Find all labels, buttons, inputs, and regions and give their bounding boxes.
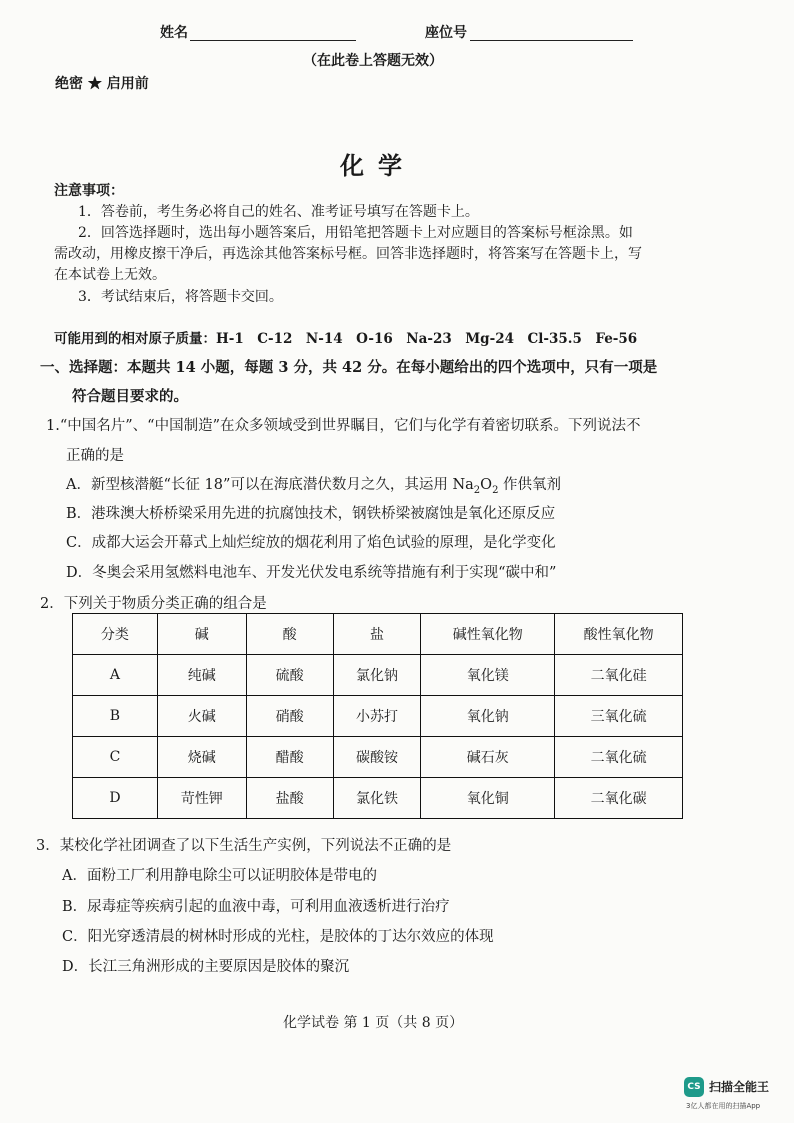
table-cell: C [73, 737, 158, 778]
table-cell: B [73, 696, 158, 737]
table-header-row [73, 614, 683, 655]
notice-item-3: 3．考试结束后，将答题卡交回。 [78, 289, 283, 305]
table-cell: 氧化铜 [421, 778, 555, 819]
seat-label: 座位号 [425, 25, 467, 41]
q1-option-a-prefix: A．新型核潜艇“长征 18”可以在海底潜伏数月之久，其运用 Na [66, 477, 474, 493]
q1-option-a-mid: O [480, 477, 493, 493]
table-header-cell: 碱性氧化物 [421, 614, 555, 655]
table-header-cell: 分类 [73, 614, 158, 655]
invalid-note: （在此卷上答题无效） [303, 53, 443, 69]
name-blank [190, 22, 356, 41]
table-cell: 醋酸 [246, 737, 333, 778]
table-cell: 碳酸铵 [333, 737, 421, 778]
scanner-tagline: 3亿人都在用的扫描App [686, 1102, 761, 1110]
page-footer: 化学试卷 第 1 页（共 8 页） [283, 1015, 464, 1031]
table-cell: 氧化钠 [421, 696, 555, 737]
notice-item-2-line-2: 需改动，用橡皮擦干净后，再选涂其他答案标号框。回答非选择题时，将答案写在答题卡上，写 [54, 246, 642, 262]
q1-option-a-sub-2: 2 [492, 484, 499, 496]
q1-stem-line-1: 1.“中国名片”、“中国制造”在众多领域受到世界瞩目，它们与化学有着密切联系。下列说法不 [46, 418, 641, 434]
table-cell: A [73, 655, 158, 696]
table-cell: 纯碱 [157, 655, 246, 696]
table-row [73, 696, 683, 737]
name-label: 姓名 [160, 25, 188, 41]
table-cell: 氯化钠 [333, 655, 421, 696]
q2-stem: 2．下列关于物质分类正确的组合是 [40, 596, 267, 612]
q3-option-a: A．面粉工厂利用静电除尘可以证明胶体是带电的 [62, 868, 377, 884]
notice-item-2-line-1: 2．回答选择题时，选出每小题答案后，用铅笔把答题卡上对应题目的答案标号框涂黑。如 [78, 225, 633, 241]
camscanner-logo-icon: CS [684, 1077, 704, 1097]
q3-option-d: D．长江三角洲形成的主要原因是胶体的聚沉 [62, 959, 350, 975]
notice-item-2-line-3: 在本试卷上无效。 [54, 267, 166, 283]
table-cell: 碱石灰 [421, 737, 555, 778]
secret-label: 绝密 ★ 启用前 [55, 76, 149, 92]
q3-option-b: B．尿毒症等疾病引起的血液中毒，可利用血液透析进行治疗 [62, 899, 450, 915]
table-cell: 三氧化硫 [555, 696, 683, 737]
q3-option-c: C．阳光穿透清晨的树林时形成的光柱，是胶体的丁达尔效应的体现 [62, 929, 494, 945]
notice-item-1: 1．答卷前，考生务必将自己的姓名、准考证号填写在答题卡上。 [78, 204, 479, 220]
section-1-line-2: 符合题目要求的。 [72, 388, 188, 405]
section-1-line-1: 一、选择题：本题共 14 小题，每题 3 分，共 42 分。在每小题给出的四个选项中，只有一项是 [40, 359, 658, 376]
table-cell: 苛性钾 [157, 778, 246, 819]
scanner-name: 扫描全能王 [709, 1080, 770, 1094]
q3-stem: 3．某校化学社团调查了以下生活生产实例，下列说法不正确的是 [36, 838, 452, 854]
q1-option-a-sub-1: 2 [473, 484, 481, 496]
seat-blank [470, 22, 633, 41]
classification-table [72, 613, 683, 819]
table-cell: 氯化铁 [333, 778, 421, 819]
table-cell: 火碱 [157, 696, 246, 737]
table-cell: 二氧化硫 [555, 737, 683, 778]
q1-option-a [66, 473, 561, 496]
table-cell: 二氧化碳 [555, 778, 683, 819]
table-header-cell: 盐 [333, 614, 421, 655]
table-cell: 氧化镁 [421, 655, 555, 696]
q1-option-b: B．港珠澳大桥桥梁采用先进的抗腐蚀技术，钢铁桥梁被腐蚀是氧化还原反应 [66, 506, 556, 522]
table-row [73, 737, 683, 778]
table-cell: 二氧化硅 [555, 655, 683, 696]
q1-option-c: C．成都大运会开幕式上灿烂绽放的烟花利用了焰色试验的原理，是化学变化 [66, 535, 556, 551]
q1-option-a-suffix: 作供氧剂 [498, 477, 562, 493]
table-cell: 盐酸 [246, 778, 333, 819]
notice-heading: 注意事项： [54, 183, 124, 199]
table-header-cell: 碱 [157, 614, 246, 655]
table-cell: D [73, 778, 158, 819]
table-header-cell: 酸性氧化物 [555, 614, 683, 655]
q1-option-d: D．冬奥会采用氢燃料电池车、开发光伏发电系统等措施有利于实现“碳中和” [66, 565, 557, 581]
table-row [73, 778, 683, 819]
scanner-watermark [684, 1077, 784, 1117]
q1-stem-line-2: 正确的是 [66, 448, 124, 464]
table-row [73, 655, 683, 696]
table-cell: 硫酸 [246, 655, 333, 696]
atomic-masses: 可能用到的相对原子质量：H-1 C-12 N-14 O-16 Na-23 Mg-24 Cl-35.5 Fe-56 [54, 331, 638, 347]
table-header-cell: 酸 [246, 614, 333, 655]
page-title: 化学 [340, 151, 416, 180]
table-cell: 小苏打 [333, 696, 421, 737]
table-cell: 烧碱 [157, 737, 246, 778]
table-cell: 硝酸 [246, 696, 333, 737]
